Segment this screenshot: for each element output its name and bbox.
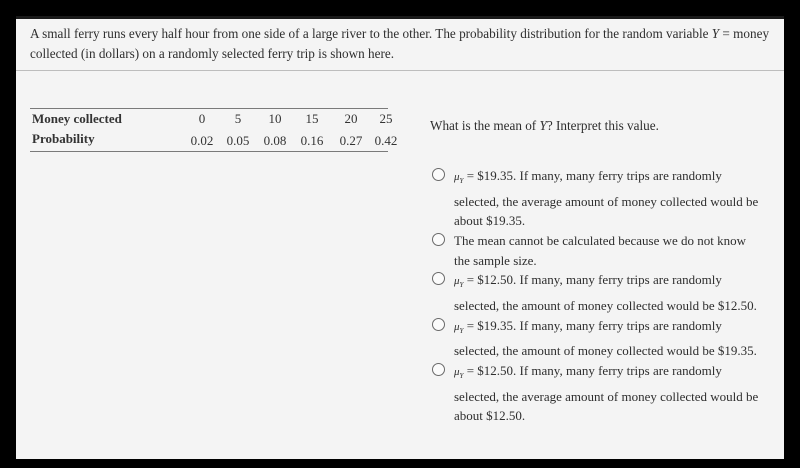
mu-symbol: $\mu_Y$ — [454, 171, 464, 186]
question-prompt — [430, 118, 659, 134]
table-bottom-rule — [30, 151, 388, 152]
probability-cell: 0.02 — [190, 133, 214, 148]
money-cell: 20 — [344, 111, 358, 126]
mu-symbol: $\mu_Y$ — [454, 365, 464, 381]
answer-option-2[interactable] — [432, 231, 762, 270]
radio-button[interactable] — [432, 363, 445, 376]
option-label: = $19.35. If many, many ferry trips are randomly selected, the amount of money collected would be $19.35. — [454, 317, 757, 359]
option-text[interactable] — [454, 316, 762, 361]
option-label: = $19.35. If many, many ferry trips are randomly selected, the average amount of money collected would be about $19.35. — [454, 168, 759, 229]
option-label: = $12.50. If many, many ferry trips are randomly selected, the average amount of money collected would be about $12.50. — [454, 362, 759, 424]
question-variable: Y — [539, 118, 547, 133]
table-row-money — [30, 109, 393, 129]
intro-variable: Y — [711, 26, 720, 41]
problem-intro — [30, 24, 770, 64]
option-text[interactable] — [454, 361, 762, 426]
question-text-2: ? Interpret this value. — [546, 118, 659, 133]
probability-cell: 0.08 — [263, 133, 287, 148]
mu-symbol: $\mu_Y$ — [454, 320, 464, 335]
table-row-probability — [30, 129, 398, 149]
money-cell: 5 — [234, 111, 242, 126]
radio-button[interactable] — [432, 233, 445, 246]
probability-cell: 0.27 — [339, 133, 363, 148]
intro-text-1: A small ferry runs every half hour from one side of a large river to the other. The probability distribution for the random variable — [30, 26, 712, 41]
option-text[interactable] — [454, 166, 762, 231]
answer-option-1[interactable] — [432, 166, 762, 231]
option-label: = $12.50. If many, many ferry trips are randomly selected, the amount of money collected would be $12.50. — [454, 272, 757, 313]
radio-button[interactable] — [432, 318, 445, 331]
option-label: The mean cannot be calculated because we do not know the sample size. — [454, 232, 747, 268]
money-cell: 10 — [268, 111, 282, 126]
mu-symbol: $\mu_Y$ — [454, 275, 464, 290]
intro-text-2: = money collected (in dollars) on a randomly selected ferry trip is shown here. — [30, 26, 770, 61]
money-cell: 0 — [198, 111, 206, 126]
row-label-money: Money collected — [32, 111, 122, 126]
probability-cell: 0.42 — [374, 133, 398, 148]
answer-option-3[interactable] — [432, 270, 762, 315]
radio-button[interactable] — [432, 168, 445, 181]
money-cell: 25 — [379, 111, 393, 126]
question-panel — [16, 16, 784, 459]
row-label-probability: Probability — [32, 131, 95, 146]
option-text[interactable] — [454, 270, 762, 315]
answer-options — [432, 166, 762, 426]
question-text-1: What is the mean of — [430, 118, 540, 133]
money-cell: 15 — [305, 111, 319, 126]
probability-cell: 0.16 — [300, 133, 324, 148]
radio-button[interactable] — [432, 272, 445, 285]
probability-cell: 0.05 — [226, 133, 250, 148]
intro-divider — [16, 70, 784, 71]
answer-option-5[interactable] — [432, 361, 762, 426]
top-border — [16, 16, 784, 19]
answer-option-4[interactable] — [432, 316, 762, 361]
option-text[interactable] — [454, 231, 762, 270]
